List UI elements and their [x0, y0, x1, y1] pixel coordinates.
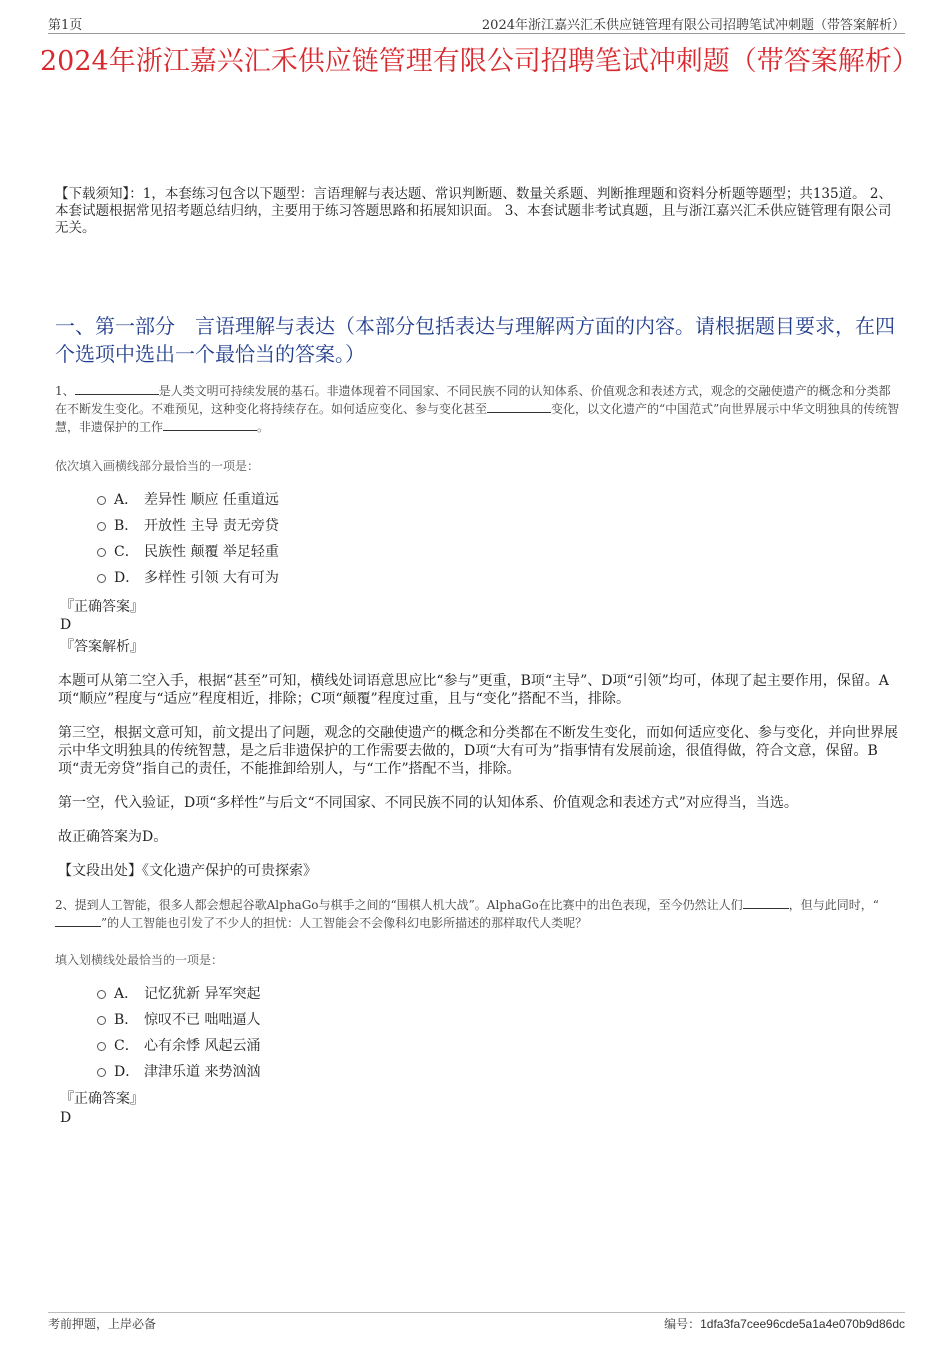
question-number: 1、 — [55, 384, 75, 398]
q1-source: 【文段出处】《文化遗产保护的可贵探索》 — [58, 863, 317, 879]
option-text: 开放性 主导 责无旁贷 — [144, 518, 279, 534]
q1-option-c[interactable] — [97, 542, 279, 562]
page-number: 第1页 — [48, 18, 83, 33]
option-label: B． — [114, 1012, 139, 1028]
option-text: 差异性 顺应 任重道远 — [144, 492, 279, 508]
stem-text: 。 — [257, 420, 270, 434]
option-label: A． — [114, 492, 139, 508]
option-text: 记忆犹新 异军突起 — [144, 986, 261, 1002]
question-1-stem — [55, 382, 900, 436]
q1-option-a[interactable] — [97, 490, 279, 510]
q2-answer: D — [60, 1110, 72, 1126]
question-2-prompt: 填入划横线处最恰当的一项是： — [55, 953, 224, 967]
page-title: 2024年浙江嘉兴汇禾供应链管理有限公司招聘笔试冲刺题（带答案解析） — [40, 46, 919, 77]
stem-text: ”的人工智能也引发了不少人的担忧：人工智能会不会像科幻电影所描述的那样取代人类呢？ — [101, 916, 588, 930]
q1-answer: D — [60, 617, 72, 633]
radio-icon[interactable] — [97, 548, 106, 557]
q1-answer-label: 『正确答案』 — [60, 599, 144, 615]
option-label: D． — [114, 570, 140, 586]
q1-option-d[interactable] — [97, 568, 279, 588]
stem-text: 是人类文明可持续发展的基石。非遗体现着不同国家、不同民族不同的认知体系、价值观念和表述方式，观念的交融使遗产的概念和分类都在不断发生变化。不难预见，这种变化将持续存在。如何适应变化、参与变化甚至 — [55, 384, 891, 416]
stem-text: 变化，以文化遗产的“中国范式”向世界展示中华文明独具的传统智慧，非遗保护的工作 — [55, 402, 900, 434]
answer-blank — [743, 896, 789, 909]
q2-option-c[interactable] — [97, 1036, 260, 1056]
q2-option-b[interactable] — [97, 1010, 260, 1030]
footer-slogan: 考前押题，上岸必备 — [48, 1317, 157, 1331]
answer-blank — [75, 382, 159, 395]
header-doc-title: 2024年浙江嘉兴汇禾供应链管理有限公司招聘笔试冲刺题（带答案解析） — [481, 18, 905, 33]
footer-divider — [48, 1312, 905, 1313]
question-2-stem — [55, 896, 900, 932]
q2-answer-label: 『正确答案』 — [60, 1091, 144, 1107]
answer-blank — [487, 400, 551, 413]
option-text: 心有余悸 风起云涌 — [144, 1038, 261, 1054]
q1-option-b[interactable] — [97, 516, 279, 536]
option-text: 多样性 引领 大有可为 — [144, 570, 279, 586]
option-label: C． — [114, 1038, 139, 1054]
option-label: C． — [114, 544, 139, 560]
q1-analysis-para-2: 第三空，根据文意可知，前文提出了问题，观念的交融使遗产的概念和分类都在不断发生变化，而如何适应变化、参与变化，并向世界展示中华文明独具的传统智慧，是之后非遗保护的工作需要去做的，D项“大有可为”指事情有发展前途，很值得做，符合文意，保留。B项“责无旁贷”指自己的责任，不能推卸给别人，与“工作”搭配不当，排除。 — [58, 725, 898, 777]
radio-icon[interactable] — [97, 990, 106, 999]
radio-icon[interactable] — [97, 1068, 106, 1077]
header-divider — [48, 33, 905, 34]
q1-analysis-para-3: 第一空，代入验证，D项“多样性”与后文“不同国家、不同民族不同的认知体系、价值观念和表述方式”对应得当，当选。 — [58, 795, 798, 811]
option-label: D． — [114, 1064, 140, 1080]
question-1-prompt: 依次填入画横线部分最恰当的一项是： — [55, 459, 260, 473]
q2-option-d[interactable] — [97, 1062, 260, 1082]
option-label: A． — [114, 986, 139, 1002]
answer-blank — [163, 418, 257, 431]
option-label: B． — [114, 518, 139, 534]
question-number: 2、 — [55, 898, 75, 912]
option-text: 民族性 颠覆 举足轻重 — [144, 544, 279, 560]
q2-option-a[interactable] — [97, 984, 260, 1004]
radio-icon[interactable] — [97, 1042, 106, 1051]
option-text: 津津乐道 来势汹汹 — [144, 1064, 261, 1080]
code-value: 1dfa3fa7cee96cde5a1a4e070b9d86dc — [700, 1317, 905, 1331]
download-notice: 【下载须知】：1，本套练习包含以下题型：言语理解与表达题、常识判断题、数量关系题、判断推理题和资料分析题等题型；共135道。 2、本套试题根据常见招考题总结归纳，主要用于练习答题思路和拓展知识面。 3、本套试题非考试真题，且与浙江嘉兴汇禾供应链管理有限公司无关。 — [55, 186, 892, 236]
radio-icon[interactable] — [97, 1016, 106, 1025]
radio-icon[interactable] — [97, 496, 106, 505]
section-heading: 一、第一部分 言语理解与表达（本部分包括表达与理解两方面的内容。请根据题目要求，在四个选项中选出一个最恰当的答案。） — [55, 314, 895, 366]
radio-icon[interactable] — [97, 522, 106, 531]
q1-analysis-label: 『答案解析』 — [60, 639, 144, 655]
answer-blank — [55, 914, 101, 927]
q1-analysis-para-1: 本题可从第二空入手，根据“甚至”可知，横线处词语意思应比“参与”更重，B项“主导”、D项“引领”均可，体现了起主要作用，保留。A项“顺应”程度与“适应”程度相近，排除；C项“颠覆”程度过重，且与“变化”搭配不当，排除。 — [58, 673, 889, 707]
code-label: 编号： — [664, 1317, 701, 1331]
q1-analysis-para-4: 故正确答案为D。 — [58, 829, 168, 845]
stem-text: ，但与此同时，“ — [788, 898, 879, 912]
radio-icon[interactable] — [97, 574, 106, 583]
footer-code — [664, 1315, 905, 1332]
stem-text: 提到人工智能，很多人都会想起谷歌AlphaGo与棋手之间的“围棋人机大战”。AlphaGo在比赛中的出色表现，至今仍然让人们 — [74, 898, 743, 912]
option-text: 惊叹不已 咄咄逼人 — [144, 1012, 261, 1028]
